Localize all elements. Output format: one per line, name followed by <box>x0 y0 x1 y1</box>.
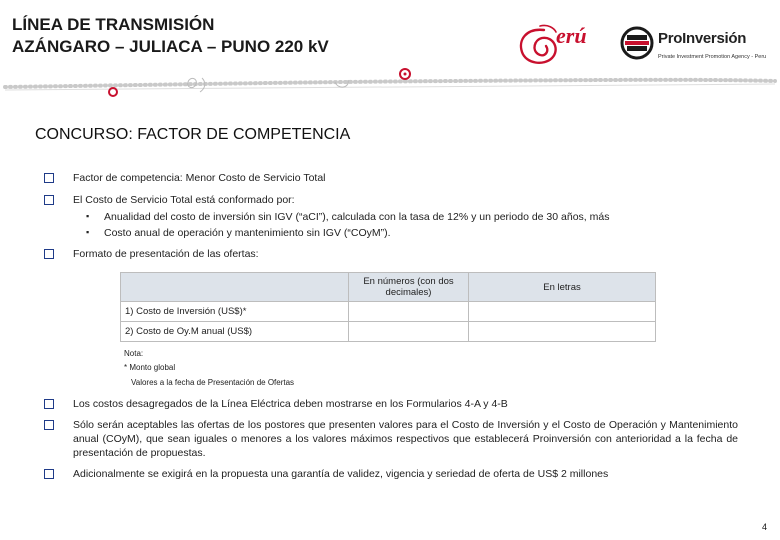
table-cell <box>469 322 656 342</box>
bullet-acceptable-offers: Sólo serán aceptables las ofertas de los postores que presenten valores para el Costo de Inversión y el Costo de Operación y Mantenimiento anual (COyM), que sean iguales o menores a los valores máximos respectivos que establecerá Proinversión con anterioridad a la fecha de presentación de propuestas. <box>73 419 738 459</box>
table-header-row <box>121 273 656 302</box>
slide-title <box>12 14 329 58</box>
page-number: 4 <box>762 522 768 532</box>
table-cell <box>469 302 656 322</box>
bullet-competition-factor: Factor de competencia: Menor Costo de Servicio Total <box>73 172 326 184</box>
title-line-2: AZÁNGARO – JULIACA – PUNO 220 kV <box>12 37 329 56</box>
bullet-offer-format: Formato de presentación de las ofertas: <box>73 248 259 260</box>
section-heading: CONCURSO: FACTOR DE COMPETENCIA <box>35 126 351 143</box>
bullet-marker <box>44 249 54 259</box>
bullet-disaggregated-costs: Los costos desagregados de la Línea Eléctrica deben mostrarse en los Formularios 4-A y 4-B <box>73 398 508 410</box>
table-header-empty-cell <box>121 273 349 302</box>
title-line-1: LÍNEA DE TRANSMISIÓN <box>12 15 215 34</box>
sub-bullet-dot: ▪ <box>86 211 90 221</box>
proinversion-tagline: Private Investment Promotion Agency - Peru <box>658 54 767 60</box>
decorative-swoosh <box>0 60 780 110</box>
note-detail: Valores a la fecha de Presentación de Ofertas <box>131 378 295 387</box>
bullet-total-cost: El Costo de Servicio Total está conformado por: <box>73 194 295 206</box>
bullet-marker <box>44 420 54 430</box>
note-item: * Monto global <box>124 363 176 372</box>
note-label: Nota: <box>124 349 144 358</box>
peru-logo-text: erú <box>556 23 587 48</box>
proinversion-logo-text: ProInversión <box>658 30 747 47</box>
table-header-letters: En letras <box>469 273 656 302</box>
bullet-guarantee: Adicionalmente se exigirá en la propuesta una garantía de validez, vigencia y seriedad de oferta de US$ 2 millones <box>73 468 609 480</box>
sub-bullet-dot: ▪ <box>86 227 90 237</box>
bullet-marker <box>44 173 54 183</box>
sub-bullet-annuity: Anualidad del costo de inversión sin IGV (“aCI”), calculada con la tasa de 12% y un periodo de 30 años, más <box>104 211 610 223</box>
bullet-marker <box>44 469 54 479</box>
table-row <box>121 302 656 322</box>
table-cell <box>349 302 469 322</box>
offer-format-table <box>120 272 656 342</box>
table-row-label: 2) Costo de Oy.M anual (US$) <box>121 322 349 342</box>
table-cell <box>349 322 469 342</box>
bullet-marker <box>44 399 54 409</box>
table-header-numbers: En números (con dos decimales) <box>349 273 469 302</box>
bullet-marker <box>44 195 54 205</box>
table-row <box>121 322 656 342</box>
table-row-label: 1) Costo de Inversión (US$)* <box>121 302 349 322</box>
proinversion-logo-icon <box>620 26 654 60</box>
sub-bullet-om-cost: Costo anual de operación y mantenimiento sin IGV (“COyM”). <box>104 227 391 239</box>
